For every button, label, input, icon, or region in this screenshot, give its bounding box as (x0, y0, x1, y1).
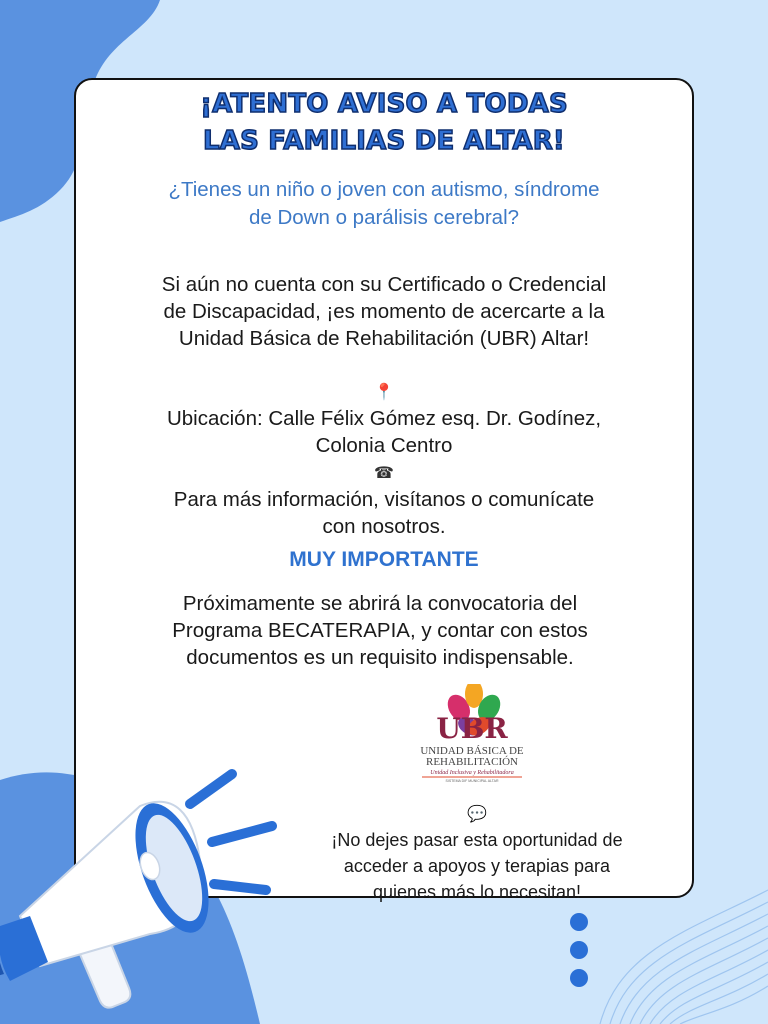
ubr-logo (412, 684, 532, 784)
contact-block (90, 378, 678, 540)
contact-line-1 (90, 459, 678, 513)
phone-icon: ☎ (374, 463, 394, 482)
paragraph-line-3: Unidad Básica de Rehabilitación (UBR) Altar! (178, 327, 590, 350)
logo-name-2: REHABILITACIÓN (426, 756, 518, 768)
logo-letters: UBR (436, 712, 508, 745)
location-line-2: Colonia Centro (315, 434, 453, 457)
location-text-1: Ubicación: Calle Félix Gómez esq. Dr. Godínez, (166, 407, 602, 430)
subtitle-line-1: ¿Tienes un niño o joven con autismo, síndrome (168, 178, 600, 201)
important-line-2: Programa BECATERAPIA, y contar con estos (172, 619, 588, 642)
closing-message (282, 801, 672, 905)
dot (570, 941, 588, 959)
subtitle-line-2: de Down o parálisis cerebral? (248, 206, 520, 229)
important-heading: MUY IMPORTANTE (289, 548, 479, 571)
sound-line (212, 826, 272, 842)
certificate-paragraph (90, 271, 678, 352)
contact-line-2: con nosotros. (322, 515, 446, 538)
closing-text-1: ¡No dejes pasar esta oportunidad de (331, 830, 623, 850)
closing-line-3: quienes más lo necesitan! (372, 882, 582, 902)
paragraph-line-1: Si aún no cuenta con su Certificado o Credencial (161, 273, 607, 296)
paragraph-line-2: de Discapacidad, ¡es momento de acercarte a la (163, 300, 605, 323)
title-line-1: ¡ATENTO AVISO A TODAS (200, 89, 568, 119)
logo-smallprint: SISTEMA DIF MUNICIPAL ALTAR (445, 779, 499, 783)
megaphone-icon (0, 766, 300, 1024)
dots-decoration (566, 908, 596, 998)
speech-bubble-icon: 💬 (467, 804, 487, 823)
location-line-1 (90, 378, 678, 432)
sound-line (190, 774, 232, 804)
closing-line-1 (282, 801, 672, 853)
dot (570, 969, 588, 987)
title-line-2: LAS FAMILIAS DE ALTAR! (203, 126, 565, 156)
contact-text-1: Para más información, visítanos o comunícate (173, 488, 595, 511)
logo-tagline: Unidad Inclusiva y Rehabilitadora (430, 770, 514, 776)
logo-name-1: UNIDAD BÁSICA DE (420, 745, 524, 757)
important-line-1: Próximamente se abrirá la convocatoria del (182, 592, 578, 615)
pin-icon: 📍 (374, 382, 394, 401)
dot (570, 913, 588, 931)
important-paragraph (86, 590, 674, 671)
subtitle-question (110, 176, 658, 232)
closing-line-2: acceder a apoyos y terapias para (343, 856, 611, 876)
sound-line (214, 884, 266, 890)
important-line-3: documentos es un requisito indispensable. (186, 646, 574, 669)
page-title (0, 86, 768, 160)
